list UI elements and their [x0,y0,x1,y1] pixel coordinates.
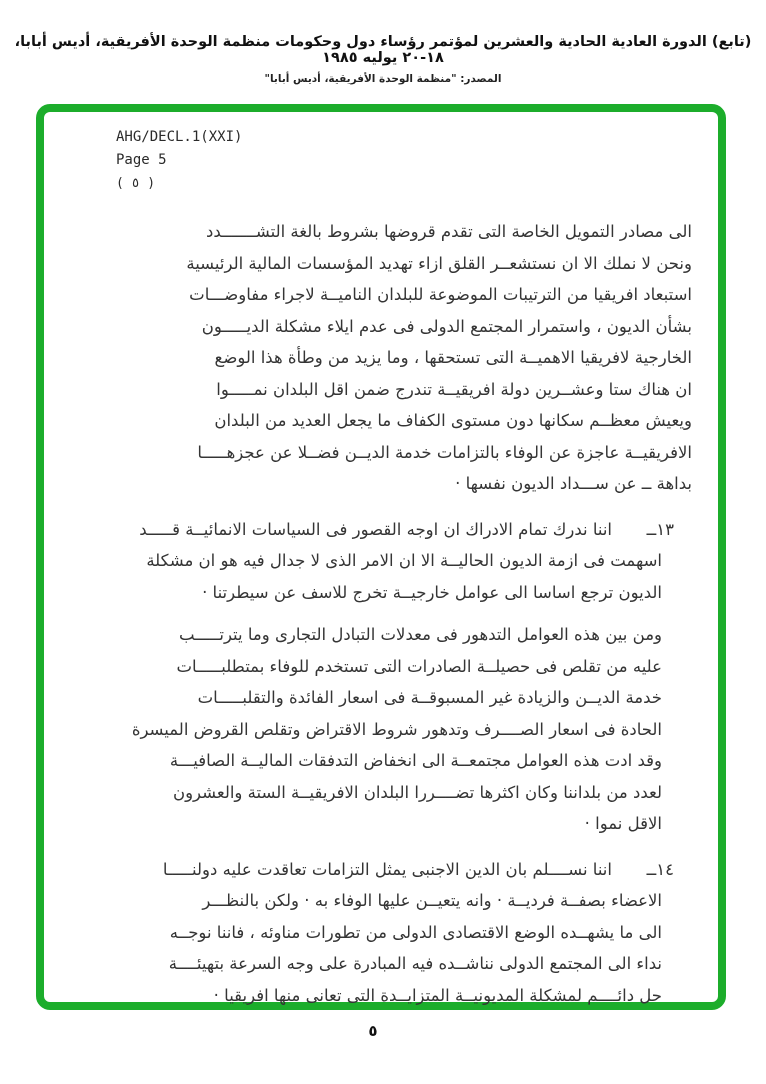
text-line: الخارجية لافريقيا الاهميــة التى تستحقها ، وما يزيد من وطأة هذا الوضع [214,348,692,367]
text-line: اننا ندرك تمام الادراك ان اوجه القصور فى السياسات الانمائيــة قـــــد [139,519,612,539]
page-label: Page 5 [116,152,167,168]
paragraph-lines [66,216,692,500]
text-line: استبعاد افريقيا من الترتيبات الموضوعة للبلدان الناميــة لاجراء مفاوضـــات [189,285,692,304]
text-line: وقد ادت هذه العوامل مجتمعــة الى انخفاض التدفقات الماليــة الصافيـــة [169,751,662,770]
text-line: ان هناك ستا وعشــرين دولة افريقيــة تندرج ضمن اقل البلدان نمـــــوا [216,379,692,399]
paragraph [66,854,692,1012]
text-line: عليه من تقلص فى حصيلــة الصادرات التى تستخدم للوفاء بمتطلبـــــات [176,656,662,676]
text-line: الى ما يشهــده الوضع الاقتصادى الدولى من تطورات مناوئه ، فاننا نوجــه [169,922,662,942]
text-line: ونحن لا نملك الا ان نستشعــر القلق ازاء تهديد المؤسسات المالية الرئيسية [186,253,692,273]
doc-reference-block [116,126,242,195]
text-line: ويعيش معظــم سكانها دون مستوى الكفاف ما يجعل العديد من البلدان [214,411,692,430]
footer-page-number: ٥ [368,1022,378,1040]
text-line: حل دائــــم لمشكلة المديونيــة المتزايــدة التى تعانى منها افريقيا · [213,985,662,1005]
page-label-arabic: ( ٥ ) [116,176,156,191]
text-line: خدمة الديــن والزيادة غير المسبوقــة فى اسعار الفائدة والتقلبـــــات [197,688,662,707]
text-line: ومن بين هذه العوامل التدهور فى معدلات التبادل التجارى وما يترتـــــب [178,625,662,644]
paragraph-lines [66,514,662,609]
text-line: الى مصادر التمويل الخاصة التى تقدم قروضها بشروط بالغة التشـــــــدد [206,222,692,241]
paragraph-lines [66,619,662,840]
header-source-line: المصدر: "منظمة الوحدة الأفريقية، أديس أبابا" [264,73,502,85]
text-line: بداهة ــ عن ســـداد الديون نفسها · [455,474,692,493]
page-header [0,34,766,85]
doc-reference: AHG/DECL.1(XXI) [116,129,243,145]
paragraph [66,216,692,500]
text-line: الحادة فى اسعار الصــــرف وتدهور شروط الاقتراض وتقلص القروض الميسرة [131,719,662,739]
text-line: بشأن الديون ، واستمرار المجتمع الدولى فى عدم ايلاء مشكلة الديـــــون [201,316,692,336]
text-line: الاقل نموا · [584,814,662,833]
header-session-title: (تابع) الدورة العادية الحادية والعشرين لمؤتمر رؤساء دول وحكومات منظمة الوحدة الأفريقية، أديس أبابا، ١٨-٢٠ يوليه ١٩٨٥ [14,34,752,66]
text-line: اننا نســــلم بان الدين الاجنبى يمثل التزامات تعاقدت عليه دولنـــــا [162,859,612,879]
paragraph-number: ١٣ــ [646,519,674,539]
text-line: نداء الى المجتمع الدولى نناشــده فيه المبادرة على وجه السرعة بتهيئــــة [168,954,662,973]
paragraph-lines [66,854,662,1012]
text-line: اسهمت فى ازمة الديون الحاليــة الا ان الامر الذى لا جدال فيه هو ان مشكلة [146,551,662,570]
document-body [66,216,692,1011]
text-line: الافريقيــة عاجزة عن الوفاء بالتزامات خدمة الديــن فضــلا عن عجزهـــــا [197,442,692,462]
green-highlight-border [36,104,726,1010]
text-line: الاعضاء بصفــة فرديــة · وانه يتعيــن عليها الوفاء به · ولكن بالنظـــر [202,891,662,910]
paragraph [66,514,692,609]
text-line: الديون ترجع اساسا الى عوامل خارجيــة تخرج للاسف عن سيطرتنا · [202,582,662,602]
text-line: لعدد من بلداننا وكان اكثرها تضــــررا البلدان الافريقيــة الستة والعشرون [172,782,662,802]
paragraph-number: ١٤ــ [646,859,674,879]
paragraph [66,619,692,840]
